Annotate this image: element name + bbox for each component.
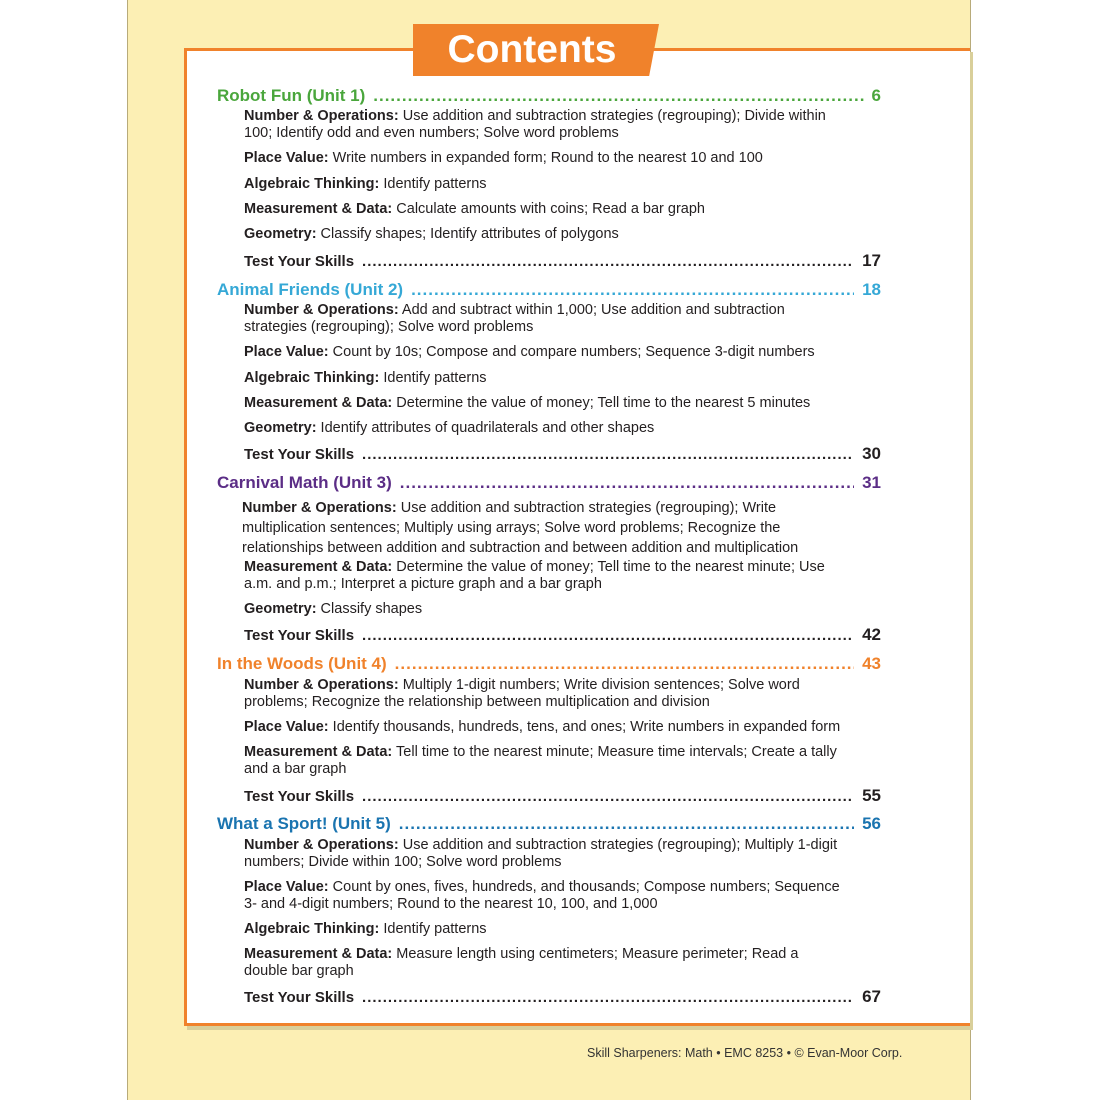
dot-leader (362, 788, 854, 805)
unit-page-number: 56 (862, 814, 881, 833)
topic-entry: Number & Operations: Add and subtract within 1,000; Use addition and subtraction strategies (regrouping); Solve word problems (244, 302, 785, 335)
test-your-skills-entry[interactable]: Test Your Skills ..... 17 (244, 251, 881, 271)
unit-heading-4[interactable] (217, 654, 881, 674)
test-your-skills-entry[interactable]: Test Your Skills ..... 55 (244, 786, 881, 806)
dot-leader (399, 814, 854, 834)
unit-page-number: 31 (862, 473, 881, 492)
unit-heading-2[interactable] (217, 280, 881, 300)
unit-page-number: 6 (871, 86, 881, 105)
topic-entry: Geometry: Identify attributes of quadrilaterals and other shapes (244, 420, 655, 436)
unit-title: Robot Fun (Unit 1) (217, 86, 366, 105)
topic-entry: Place Value: Count by 10s; Compose and compare numbers; Sequence 3-digit numbers (244, 344, 815, 360)
dot-leader (362, 446, 854, 463)
unit-heading-1[interactable] (217, 86, 881, 106)
unit-heading-5[interactable] (217, 814, 881, 834)
topic-entry: Algebraic Thinking: Identify patterns (244, 921, 487, 937)
test-your-skills-entry[interactable]: Test Your Skills ..... 67 (244, 987, 881, 1007)
dot-leader (400, 473, 854, 493)
dot-leader (411, 280, 854, 300)
topic-entry: Geometry: Classify shapes; Identify attributes of polygons (244, 226, 619, 242)
unit-page-number: 18 (862, 280, 881, 299)
page-footer: Skill Sharpeners: Math • EMC 8253 • © Evan-Moor Corp. (587, 1046, 903, 1060)
topic-entry: Number & Operations: Use addition and subtraction strategies (regrouping); Write multiplication sentences; Multiply using arrays; Solve word problems; Recognize the relationships between addition and subtraction and between addition and multiplication (242, 500, 799, 556)
unit-title: In the Woods (Unit 4) (217, 654, 387, 673)
topic-entry: Measurement & Data: Determine the value of money; Tell time to the nearest minute; Use a.m. and p.m.; Interpret a picture graph and a bar graph (244, 559, 825, 592)
unit-page-number: 43 (862, 654, 881, 673)
unit-title: What a Sport! (Unit 5) (217, 814, 391, 833)
topic-entry: Measurement & Data: Tell time to the nearest minute; Measure time intervals; Create a tally and a bar graph (244, 744, 837, 777)
topic-entry: Algebraic Thinking: Identify patterns (244, 176, 487, 192)
dot-leader (395, 654, 854, 674)
dot-leader (362, 627, 854, 644)
topic-entry: Measurement & Data: Measure length using centimeters; Measure perimeter; Read a double bar graph (244, 946, 799, 979)
topic-entry: Measurement & Data: Calculate amounts with coins; Read a bar graph (244, 201, 705, 217)
test-your-skills-entry[interactable]: Test Your Skills ..... 30 (244, 444, 881, 464)
unit-title: Animal Friends (Unit 2) (217, 280, 404, 299)
dot-leader (373, 86, 863, 106)
unit-title: Carnival Math (Unit 3) (217, 473, 392, 492)
page-title: Contents (447, 28, 617, 71)
topic-entry: Algebraic Thinking: Identify patterns (244, 370, 487, 386)
unit-heading-3[interactable] (217, 473, 881, 493)
topic-entry: Place Value: Write numbers in expanded form; Round to the nearest 10 and 100 (244, 150, 763, 166)
topic-entry: Geometry: Classify shapes (244, 601, 423, 617)
topic-entry: Number & Operations: Use addition and subtraction strategies (regrouping); Multiply 1-digit numbers; Divide within 100; Solve word problems (244, 837, 838, 870)
topic-entry: Number & Operations: Use addition and subtraction strategies (regrouping); Divide within 100; Identify odd and even numbers; Solve word problems (244, 108, 826, 141)
dot-leader (362, 253, 854, 270)
topic-entry: Measurement & Data: Determine the value of money; Tell time to the nearest 5 minutes (244, 395, 811, 411)
topic-entry: Place Value: Identify thousands, hundreds, tens, and ones; Write numbers in expanded form (244, 719, 841, 735)
test-your-skills-entry[interactable]: Test Your Skills ..... 42 (244, 625, 881, 645)
topic-entry: Number & Operations: Multiply 1-digit numbers; Write division sentences; Solve word problems; Recognize the relationship between multiplication and division (244, 677, 800, 710)
dot-leader (362, 989, 854, 1006)
topic-entry: Place Value: Count by ones, fives, hundreds, and thousands; Compose numbers; Sequence 3- and 4-digit numbers; Round to the nearest 10, 100, and 1,000 (244, 879, 840, 912)
